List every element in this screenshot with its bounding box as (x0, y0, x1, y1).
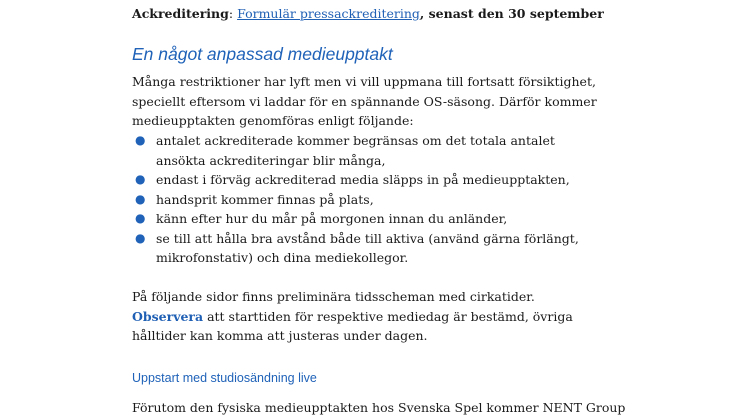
accreditation-line (132, 6, 604, 21)
list-item-text: endast i förväg ackrediterad media släpps in på medieupptakten, (156, 172, 570, 187)
schedule-paragraph (132, 287, 602, 346)
bullet-icon: ● (135, 230, 146, 245)
list-item-text: antalet ackrediterade kommer begränsas om det totala antalet ansökta ackrediteringar blir många, (156, 133, 555, 168)
bullet-icon: ● (135, 172, 146, 186)
list-item (132, 170, 602, 190)
bullet-icon: ● (135, 211, 146, 225)
list-item (132, 229, 602, 268)
accreditation-form-link[interactable]: Formulär pressackreditering (237, 6, 420, 21)
list-item-text: handsprit kommer finnas på plats, (156, 191, 374, 207)
bullet-icon: ● (135, 191, 146, 206)
bullet-icon: ● (135, 133, 146, 147)
schedule-text-end: att starttiden för respektive mediedag är bestämd, övriga hålltider kan komma att justeras under dagen. (132, 308, 573, 343)
restrictions-list (132, 131, 602, 268)
list-item (132, 209, 602, 229)
list-item-text: se till att hålla bra avstånd både till aktiva (använd gärna förlängt, mikrofonstativ) och dina mediekollegor. (156, 230, 579, 265)
accreditation-separator: : (228, 6, 238, 21)
accreditation-label: Ackreditering (132, 6, 229, 21)
section-heading-studio-broadcast: Uppstart med studiosändning live (132, 371, 317, 385)
accreditation-deadline: , senast den 30 september (419, 6, 604, 21)
studio-broadcast-paragraph: Förutom den fysiska medieupptakten hos Svenska Spel kommer NENT Group (132, 400, 626, 415)
schedule-text-start: På följande sidor finns preliminära tidsscheman med cirkatider. (132, 289, 535, 304)
schedule-note-bold: Observera (132, 308, 204, 324)
list-item (132, 190, 602, 210)
list-item-text: känn efter hur du mår på morgonen innan du anländer, (156, 211, 508, 226)
intro-paragraph: Många restriktioner har lyft men vi vill uppmana till fortsatt försiktighet, speciellt eftersom vi laddar för en spännande OS-säsong. Därför kommer medieupptakten genomföras enligt följande: (132, 74, 597, 128)
list-item (132, 131, 602, 170)
section-heading-media-kickoff: En något anpassad medieupptakt (132, 44, 393, 64)
